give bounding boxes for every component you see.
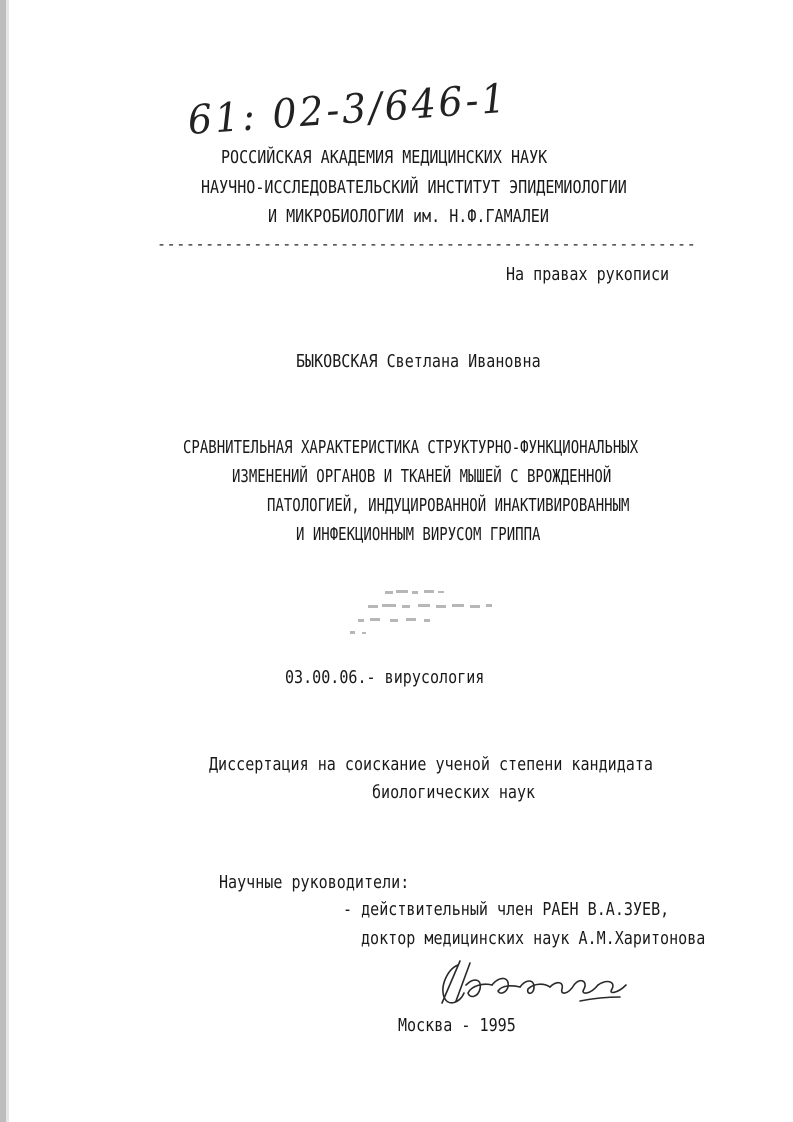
supervisors-label: Научные руководители:	[219, 873, 410, 893]
specialty-code: 03.00.06.- вирусология	[285, 668, 485, 688]
header-institute: НАУЧНО-ИССЛЕДОВАТЕЛЬСКИЙ ИНСТИТУТ ЭПИДЕМИОЛОГИИ	[201, 178, 627, 198]
title-line-2: ИЗМЕНЕНИЙ ОРГАНОВ И ТКАНЕЙ МЫШЕЙ С ВРОЖДЕННОЙ	[232, 467, 612, 487]
faint-library-stamp	[340, 585, 510, 645]
supervisor-2: доктор медицинских наук А.М.Харитонова	[361, 929, 706, 949]
dashed-divider: --------------------------------------------------------	[157, 235, 697, 253]
supervisor-1: - действительный член РАЕН В.А.ЗУЕВ,	[343, 900, 670, 920]
scan-edge-shadow	[6, 0, 9, 1122]
author-name: БЫКОВСКАЯ Светлана Ивановна	[296, 352, 541, 372]
rights-notice: На правах рукописи	[506, 265, 670, 285]
dissertation-line-2: биологических наук	[372, 783, 536, 803]
title-line-1: СРАВНИТЕЛЬНАЯ ХАРАКТЕРИСТИКА СТРУКТУРНО-ФУНКЦИОНАЛЬНЫХ	[183, 438, 639, 458]
place-year: Москва - 1995	[398, 1016, 516, 1036]
handwritten-signature	[430, 955, 650, 1015]
handwritten-archive-number: 61: 02-3/646-1	[186, 75, 510, 144]
header-academy: РОССИЙСКАЯ АКАДЕМИЯ МЕДИЦИНСКИХ НАУК	[221, 148, 548, 168]
title-line-4: И ИНФЕКЦИОННЫМ ВИРУСОМ ГРИППА	[296, 525, 541, 545]
dissertation-line-1: Диссертация на соискание ученой степени кандидата	[209, 755, 653, 775]
header-institute-cont: И МИКРОБИОЛОГИИ им. Н.Ф.ГАМАЛЕИ	[268, 207, 549, 227]
title-line-3: ПАТОЛОГИЕЙ, ИНДУЦИРОВАННОЙ ИНАКТИВИРОВАННЫМ	[267, 496, 630, 516]
